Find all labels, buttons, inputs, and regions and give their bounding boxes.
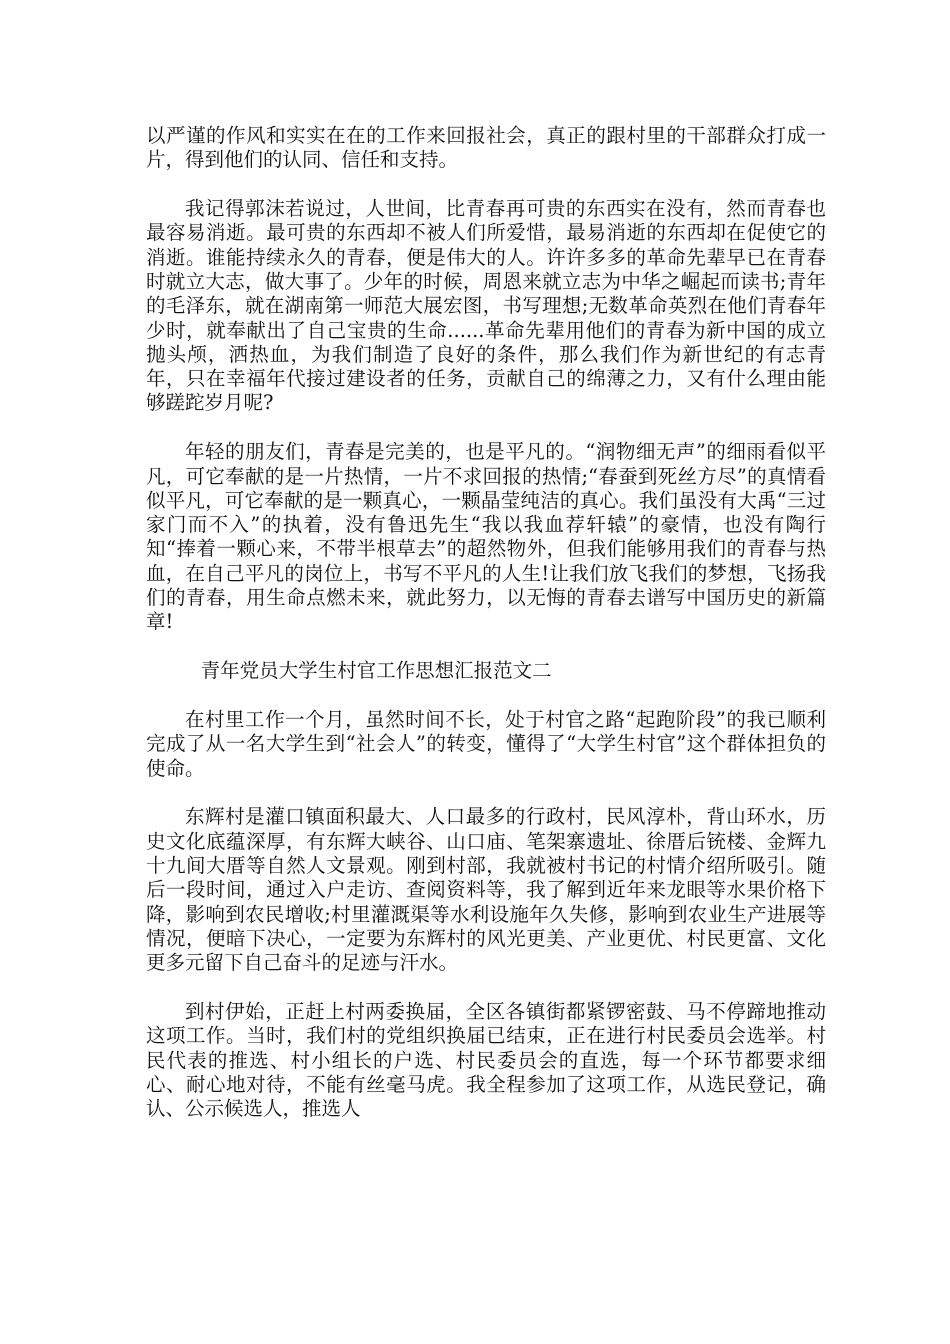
- paragraph-3: 年轻的朋友们，青春是完美的，也是平凡的。“润物细无声”的细雨看似平凡，可它奉献的是一片热情，一片不求回报的热情;“春蚕到死丝方尽”的真情看似平凡，可它奉献的是一颗真心，一颗晶莹纯洁的真心。我们虽没有大禹“三过家门而不入”的执着，没有鲁迅先生“我以我血荐轩辕”的豪情，也没有陶行知“捧着一颗心来，不带半根草去”的超然物外，但我们能够用我们的青春与热血，在自己平凡的岗位上，书写不平凡的人生!让我们放飞我们的梦想，飞扬我们的青春，用生命点燃未来，就此努力，以无悔的青春去谱写中国历史的新篇章!: [146, 440, 826, 634]
- paragraph-4: 在村里工作一个月，虽然时间不长，处于村官之路“起跑阶段”的我已顺利完成了从一名大学生到“社会人”的转变，懂得了“大学生村官”这个群体担负的使命。: [146, 707, 826, 780]
- section-heading: 青年党员大学生村官工作思想汇报范文二: [200, 659, 552, 683]
- paragraph-1: 以严谨的作风和实实在在的工作来回报社会，真正的跟村里的干部群众打成一片，得到他们的认同、信任和支持。: [146, 124, 826, 172]
- paragraph-2: 我记得郭沫若说过，人世间，比青春再可贵的东西实在没有，然而青春也最容易消逝。最可贵的东西却不被人们所爱惜，最易消逝的东西却在促使它的消逝。谁能持续永久的青春，便是伟大的人。许许多多的革命先辈早已在青春时就立大志，做大事了。少年的时候，周恩来就立志为中华之崛起而读书;青年的毛泽东，就在湖南第一师范大展宏图，书写理想;无数革命英烈在他们青春年少时，就奉献出了自己宝贵的生命......革命先辈用他们的青春为新中国的成立抛头颅，洒热血，为我们制造了良好的条件，那么我们作为新世纪的有志青年，只在幸福年代接过建设者的任务，贡献自己的绵薄之力，又有什么理由能够蹉跎岁月呢?: [146, 197, 826, 415]
- document-page: [146, 124, 826, 1146]
- paragraph-5: 东辉村是灌口镇面积最大、人口最多的行政村，民风淳朴，背山环水，历史文化底蕴深厚，有东辉大峡谷、山口庙、笔架寨遗址、徐厝后铳楼、金辉九十九间大厝等自然人文景观。刚到村部，我就被村书记的村情介绍所吸引。随后一段时间，通过入户走访、查阅资料等，我了解到近年来龙眼等水果价格下降，影响到农民增收;村里灌溉渠等水利设施年久失修，影响到农业生产进展等情况，便暗下决心，一定要为东辉村的风光更美、产业更优、村民更富、文化更多元留下自己奋斗的足迹与汗水。: [146, 805, 826, 975]
- paragraph-6: 到村伊始，正赶上村两委换届，全区各镇街都紧锣密鼓、马不停蹄地推动这项工作。当时，我们村的党组织换届已结束，正在进行村民委员会选举。村民代表的推选、村小组长的户选、村民委员会的直选，每一个环节都要求细心、耐心地对待，不能有丝毫马虎。我全程参加了这项工作，从选民登记，确认、公示候选人，推选人: [146, 999, 826, 1121]
